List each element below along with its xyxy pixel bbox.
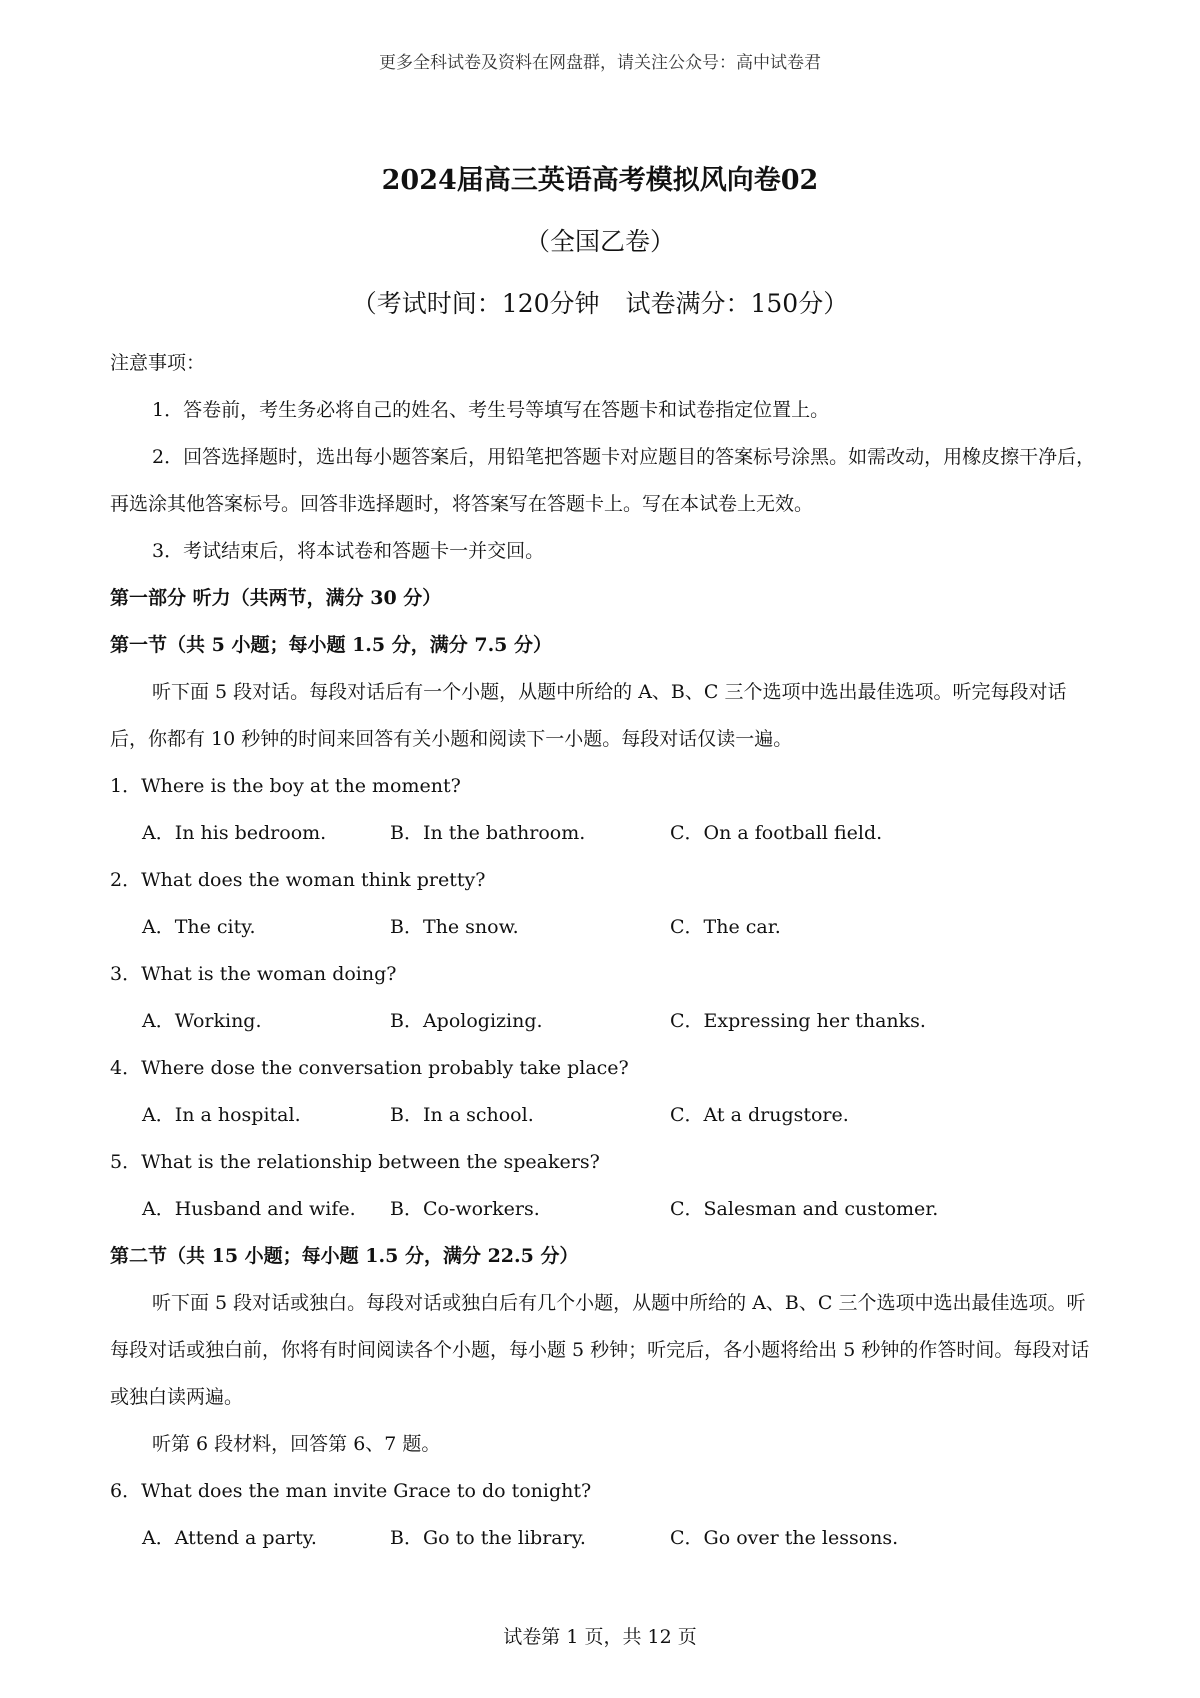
note-item: 2．回答选择题时，选出每小题答案后，用铅笔把答题卡对应题目的答案标号涂黑。如需改动，用橡皮擦干净后，再选涂其他答案标号。回答非选择题时，将答案写在答题卡上。写在本试卷上无效。	[110, 446, 1096, 515]
header-note: 更多全科试卷及资料在网盘群，请关注公众号：高中试卷君	[379, 53, 821, 73]
option-a: A．Working.	[142, 1010, 262, 1032]
options-3	[110, 998, 1100, 1045]
section1-instruction: 听下面 5 段对话。每段对话后有一个小题，从题中所给的 A、B、C 三个选项中选出最佳选项。听完每段对话后，你都有 10 秒钟的时间来回答有关小题和阅读下一小题。每段对话仅读一遍。	[110, 681, 1067, 750]
exam-score: 试卷满分：150分）	[625, 289, 849, 318]
options-2	[110, 904, 1100, 951]
options-6	[110, 1515, 1100, 1562]
question-6: 6．What does the man invite Grace to do tonight?	[110, 1480, 592, 1502]
option-c: C．Go over the lessons.	[670, 1527, 899, 1549]
options-5	[110, 1186, 1100, 1233]
option-a: A．In a hospital.	[142, 1104, 301, 1126]
exam-info	[0, 284, 1200, 320]
page-footer: 试卷第 1 页，共 12 页	[503, 1626, 697, 1648]
option-b: B．In a school.	[390, 1104, 534, 1126]
question-3: 3．What is the woman doing?	[110, 963, 397, 985]
section2-instruction: 听下面 5 段对话或独白。每段对话或独白后有几个小题，从题中所给的 A、B、C 三个选项中选出最佳选项。听每段对话或独白前，你将有时间阅读各个小题，每小题 5 秒钟；听完后，各小题将给出 5 秒钟的作答时间。每段对话或独白读两遍。	[110, 1292, 1090, 1408]
option-b: B．The snow.	[390, 916, 519, 938]
option-a: A．Husband and wife.	[142, 1198, 356, 1220]
question-2: 2．What does the woman think pretty?	[110, 869, 486, 891]
section1-heading: 第一节（共 5 小题；每小题 1.5 分，满分 7.5 分）	[110, 634, 553, 656]
material-note: 听第 6 段材料，回答第 6、7 题。	[152, 1433, 441, 1455]
option-b: B．In the bathroom.	[390, 822, 586, 844]
option-b: B．Apologizing.	[390, 1010, 543, 1032]
question-5: 5．What is the relationship between the speakers?	[110, 1151, 600, 1173]
option-c: C．Salesman and customer.	[670, 1198, 939, 1220]
page-title: 2024届高三英语高考模拟风向卷02	[381, 165, 819, 196]
option-a: A．The city.	[142, 916, 256, 938]
options-4	[110, 1092, 1100, 1139]
section2-heading: 第二节（共 15 小题；每小题 1.5 分，满分 22.5 分）	[110, 1245, 579, 1267]
question-4: 4．Where dose the conversation probably take place?	[110, 1057, 629, 1079]
option-c: C．Expressing her thanks.	[670, 1010, 926, 1032]
option-a: A．In his bedroom.	[142, 822, 327, 844]
option-c: C．On a football field.	[670, 822, 883, 844]
notes-heading: 注意事项：	[110, 352, 206, 374]
option-c: C．At a drugstore.	[670, 1104, 849, 1126]
option-b: B．Go to the library.	[390, 1527, 586, 1549]
option-c: C．The car.	[670, 916, 781, 938]
note-item: 3．考试结束后，将本试卷和答题卡一并交回。	[152, 540, 545, 562]
exam-time: （考试时间：120分钟	[351, 289, 600, 318]
part1-heading: 第一部分 听力（共两节，满分 30 分）	[110, 587, 442, 609]
options-1	[110, 810, 1100, 857]
page-subtitle: （全国乙卷）	[524, 227, 675, 256]
content	[110, 340, 1100, 1562]
question-1: 1．Where is the boy at the moment?	[110, 775, 461, 797]
note-item: 1．答卷前，考生务必将自己的姓名、考生号等填写在答题卡和试卷指定位置上。	[152, 399, 830, 421]
option-b: B．Co-workers.	[390, 1198, 540, 1220]
option-a: A．Attend a party.	[142, 1527, 317, 1549]
